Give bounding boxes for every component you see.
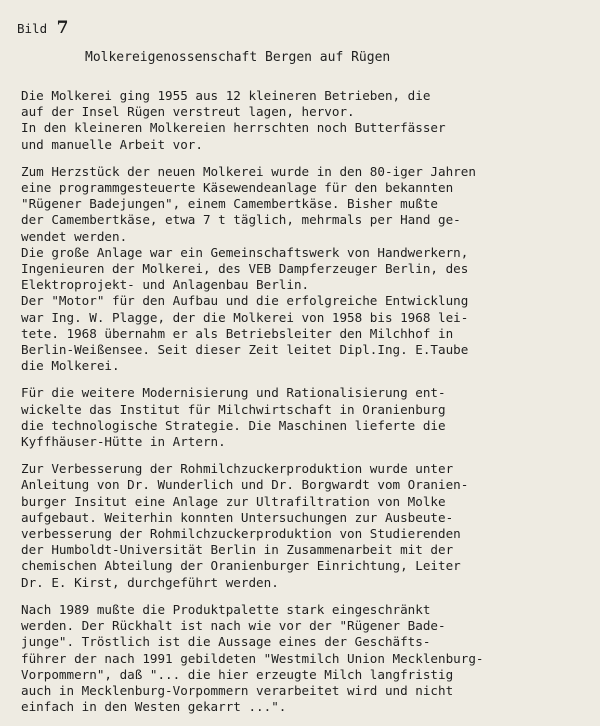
text-line: "Rügener Badejungen", einem Camembertkäse. Bisher mußte [21,196,439,212]
text-line: der Humboldt-Universität Berlin in Zusammenarbeit mit der [21,542,454,558]
text-line: die technologische Strategie. Die Maschinen lieferte die [21,417,446,433]
text-line: tete. 1968 übernahm er als Betriebsleiter den Milchhof in [21,325,454,341]
text-line: verbesserung der Rohmilchzuckerproduktion von Studierenden [21,526,461,542]
text-line: Der "Motor" für den Aufbau und die erfolgreiche Entwicklung [21,293,469,309]
document-body [21,88,591,726]
text-line: Ingenieuren der Molkerei, des VEB Dampferzeuger Berlin, des [21,261,469,277]
text-line: Kyffhäuser-Hütte in Artern. [21,434,226,450]
text-line: Die Molkerei ging 1955 aus 12 kleineren Betrieben, die [21,88,431,103]
text-line: war Ing. W. Plagge, der die Molkerei von 1958 bis 1968 lei- [21,309,469,325]
paragraph [21,602,591,715]
text-line: Für die weitere Modernisierung und Rationalisierung ent- [21,385,446,401]
text-line: auf der Insel Rügen verstreut lagen, hervor. [21,104,355,120]
paragraph [21,385,591,450]
text-line: eine programmgesteuerte Käsewendeanlage für den bekannten [21,180,454,196]
text-line: die Molkerei. [21,358,120,374]
figure-label [17,18,68,38]
text-line: Elektroprojekt- und Anlagenbau Berlin. [21,277,310,293]
text-line: burger Insitut eine Anlage zur Ultrafiltration von Molke [21,493,446,509]
text-line: werden. Der Rückhalt ist nach wie vor der "Rügener Bade- [21,618,446,634]
figure-number: 7 [56,18,69,38]
text-line: chemischen Abteilung der Oranienburger Einrichtung, Leiter [21,558,461,574]
text-line: der Camembertkäse, etwa 7 t täglich, mehrmals per Hand ge- [21,212,461,228]
text-line: führer der nach 1991 gebildeten "Westmilch Union Mecklenburg- [21,650,484,666]
paragraph [21,461,591,591]
text-line: Zur Verbesserung der Rohmilchzuckerproduktion wurde unter [21,461,454,477]
figure-label-text: Bild [17,21,48,36]
text-line: junge". Tröstlich ist die Aussage eines der Geschäfts- [21,634,431,650]
text-line: einfach in den Westen gekarrt ...". [21,699,287,715]
text-line: Vorpommern", daß "... die hier erzeugte Milch langfristig [21,666,454,682]
text-line: Zum Herzstück der neuen Molkerei wurde in den 80-iger Jahren [21,163,476,179]
text-line: In den kleineren Molkereien herrschten noch Butterfässer [21,120,446,136]
text-line: und manuelle Arbeit vor. [21,136,203,152]
text-line: Berlin-Weißensee. Seit dieser Zeit leitet Dipl.Ing. E.Taube [21,342,469,358]
text-line: aufgebaut. Weiterhin konnten Untersuchungen zur Ausbeute- [21,509,454,525]
text-line: Nach 1989 mußte die Produktpalette stark eingeschränkt [21,601,431,617]
text-line: Die große Anlage war ein Gemeinschaftswerk von Handwerkern, [21,244,469,260]
document-title: Molkereigenossenschaft Bergen auf Rügen [85,50,391,65]
text-line: auch in Mecklenburg-Vorpommern verarbeitet wird und nicht [21,682,454,698]
text-line: Dr. E. Kirst, durchgeführt werden. [21,574,279,590]
paragraph [21,88,591,153]
text-line: Anleitung von Dr. Wunderlich und Dr. Borgwardt vom Oranien- [21,477,469,493]
paragraph [21,164,591,375]
text-line: wendet werden. [21,228,128,244]
text-line: wickelte das Institut für Milchwirtschaft in Oranienburg [21,401,446,417]
